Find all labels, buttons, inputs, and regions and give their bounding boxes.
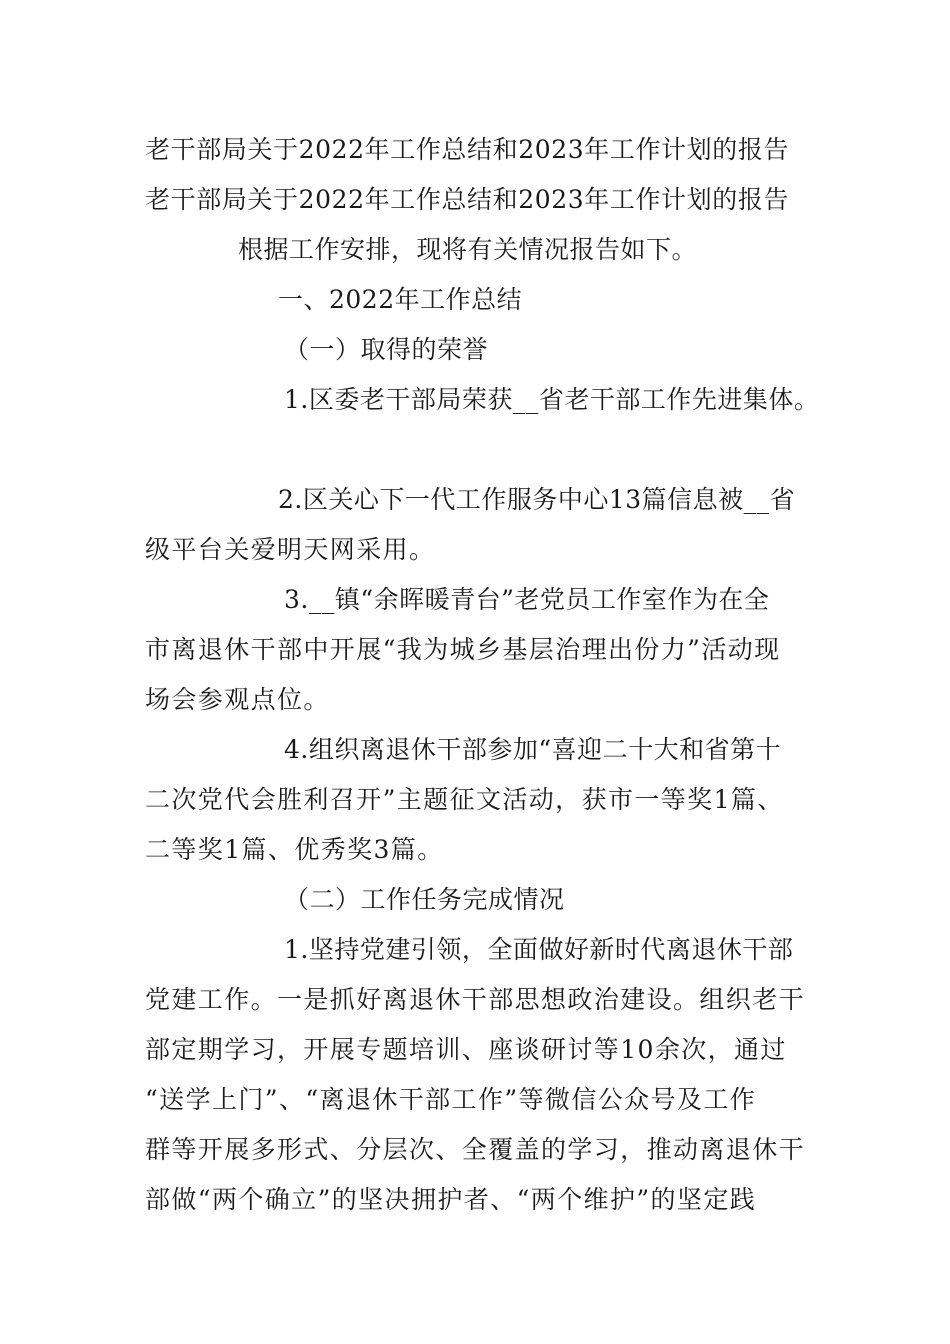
honor-item-2-line: 级平台关爱明天网采用。 <box>145 535 436 564</box>
honor-item-1: 1.区委老干部局荣获__省老干部工作先进集体。 <box>284 385 820 414</box>
honor-item-4-line: 4.组织离退休干部参加“喜迎二十大和省第十 <box>284 735 782 764</box>
intro-paragraph: 根据工作安排，现将有关情况报告如下。 <box>238 235 698 264</box>
honor-item-2-line: 2.区关心下一代工作服务中心13篇信息被__省 <box>278 485 796 514</box>
honor-item-3-line: 场会参观点位。 <box>145 685 330 714</box>
document-title-line-1: 老干部局关于2022年工作总结和2023年工作计划的报告 <box>145 135 790 164</box>
honor-item-4-line: 二次党代会胜利召开”主题征文活动，获市一等奖1篇、 <box>145 785 784 814</box>
task-item-1-line: “送学上门”、“离退休干部工作”等微信公众号及工作 <box>145 1085 757 1114</box>
honor-item-3-line: 3.__镇“余晖暖青台”老党员工作室作为在全 <box>284 585 770 614</box>
section-heading: 一、2022年工作总结 <box>278 285 523 314</box>
task-item-1-line: 1.坚持党建引领，全面做好新时代离退休干部 <box>284 935 794 964</box>
subsection-heading: （一）取得的荣誉 <box>284 335 489 364</box>
task-item-1-line: 党建工作。一是抓好离退休干部思想政治建设。组织老干 <box>145 985 806 1014</box>
task-item-1-line: 群等开展多形式、分层次、全覆盖的学习，推动离退休干 <box>145 1135 806 1164</box>
task-item-1-line: 部定期学习，开展专题培训、座谈研讨等10余次，通过 <box>145 1035 787 1064</box>
honor-item-4-line: 二等奖1篇、优秀奖3篇。 <box>145 835 444 864</box>
subsection-heading: （二）工作任务完成情况 <box>284 885 565 914</box>
honor-item-3-line: 市离退休干部中开展“我为城乡基层治理出份力”活动现 <box>145 635 781 664</box>
task-item-1-line: 部做“两个确立”的坚决拥护者、“两个维护”的坚定践 <box>145 1185 757 1214</box>
document-title-line-2: 老干部局关于2022年工作总结和2023年工作计划的报告 <box>145 185 790 214</box>
